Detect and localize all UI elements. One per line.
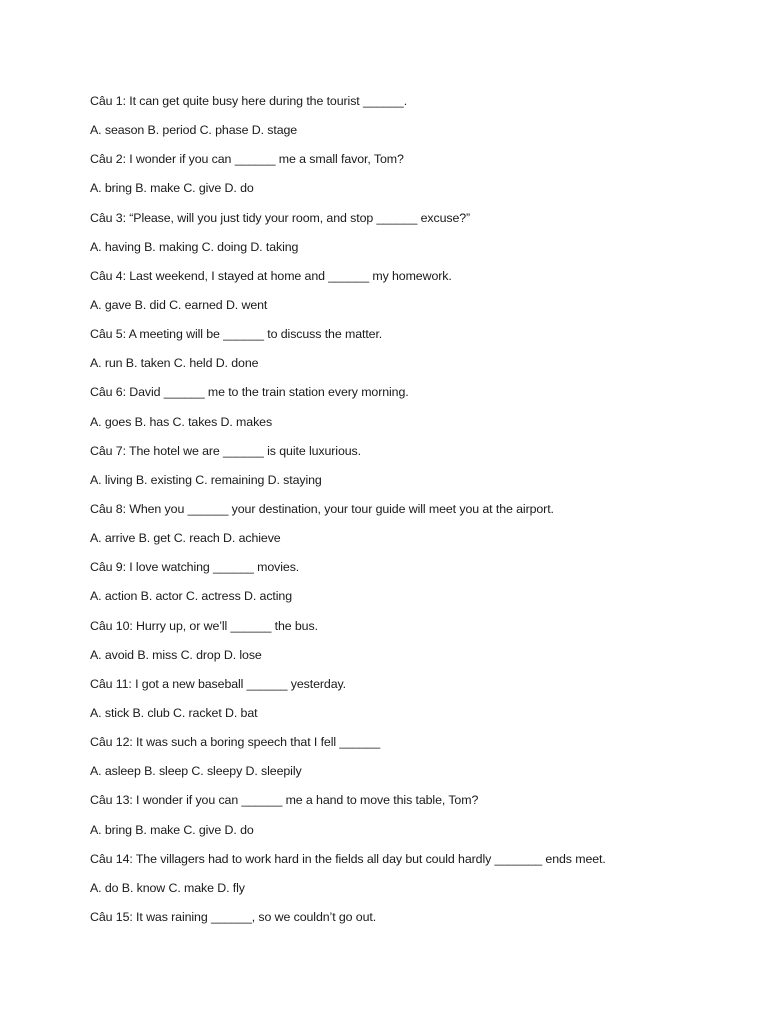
options-2: A. bring B. make C. give D. do	[90, 181, 254, 196]
options-14: A. do B. know C. make D. fly	[90, 880, 245, 895]
question-10: Câu 10: Hurry up, or we’ll ______ the bus.	[90, 618, 318, 633]
question-8: Câu 8: When you ______ your destination, your tour guide will meet you at the airport.	[90, 501, 554, 516]
question-13: Câu 13: I wonder if you can ______ me a hand to move this table, Tom?	[90, 793, 479, 808]
options-9: A. action B. actor C. actress D. acting	[90, 589, 293, 604]
options-5: A. run B. taken C. held D. done	[90, 356, 259, 371]
options-6: A. goes B. has C. takes D. makes	[90, 414, 273, 429]
question-2: Câu 2: I wonder if you can ______ me a small favor, Tom?	[90, 152, 404, 167]
options-4: A. gave B. did C. earned D. went	[90, 297, 268, 312]
options-13: A. bring B. make C. give D. do	[90, 822, 254, 837]
options-12: A. asleep B. sleep C. sleepy D. sleepily	[90, 764, 302, 779]
question-5: Câu 5: A meeting will be ______ to discuss the matter.	[90, 327, 383, 342]
question-3: Câu 3: “Please, will you just tidy your room, and stop ______ excuse?”	[90, 210, 471, 225]
options-3: A. having B. making C. doing D. taking	[90, 239, 299, 254]
options-1: A. season B. period C. phase D. stage	[90, 123, 298, 138]
question-1: Câu 1: It can get quite busy here during the tourist ______.	[90, 94, 408, 108]
options-8: A. arrive B. get C. reach D. achieve	[90, 531, 281, 546]
options-7: A. living B. existing C. remaining D. staying	[90, 472, 322, 487]
question-12: Câu 12: It was such a boring speech that I fell ______	[90, 735, 381, 750]
question-7: Câu 7: The hotel we are ______ is quite luxurious.	[90, 443, 361, 458]
question-4: Câu 4: Last weekend, I stayed at home and ______ my homework.	[90, 268, 452, 283]
question-14: Câu 14: The villagers had to work hard in the fields all day but could hardly _______ ends meet.	[90, 851, 606, 866]
question-6: Câu 6: David ______ me to the train station every morning.	[90, 385, 409, 400]
question-11: Câu 11: I got a new baseball ______ yesterday.	[90, 676, 347, 691]
options-11: A. stick B. club C. racket D. bat	[90, 705, 258, 720]
question-15: Câu 15: It was raining ______, so we couldn’t go out.	[90, 909, 377, 924]
question-list	[90, 90, 730, 935]
question-9: Câu 9: I love watching ______ movies.	[90, 560, 300, 575]
options-10: A. avoid B. miss C. drop D. lose	[90, 647, 262, 662]
